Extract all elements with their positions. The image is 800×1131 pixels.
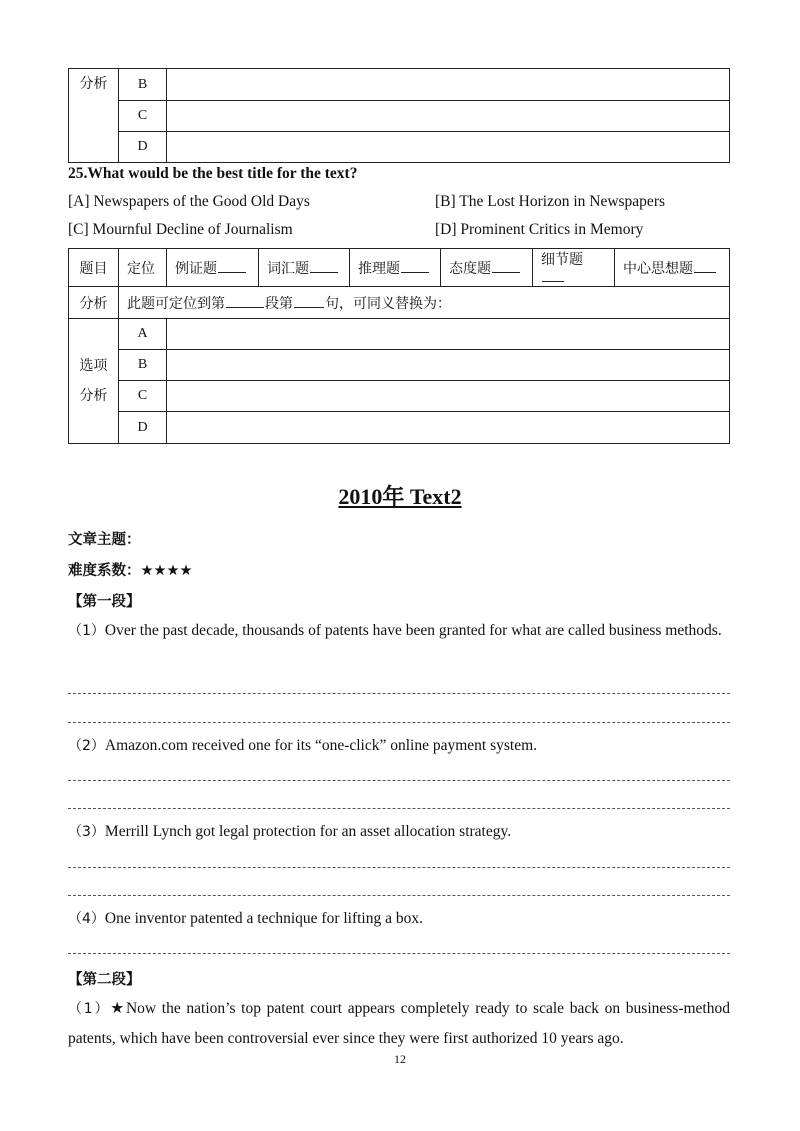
fill-blank[interactable] xyxy=(492,260,520,273)
translation-line[interactable] xyxy=(68,722,730,723)
option-letter: A xyxy=(119,319,167,350)
question-label: 题目 xyxy=(69,249,119,287)
page-number: 12 xyxy=(394,1052,406,1066)
type-cell-locate: 定位 xyxy=(119,249,167,287)
sentence-p1-3: （3）Merrill Lynch got legal protection for an asset allocation strategy. xyxy=(68,823,512,840)
locate-cell: 此题可定位到第 段第 句，可同义替换为： xyxy=(119,287,730,319)
answer-cell[interactable] xyxy=(167,132,730,163)
option-c: [C] Mournful Decline of Journalism xyxy=(68,221,293,238)
fill-blank[interactable] xyxy=(694,260,716,273)
type-cell-inference: 推理题 xyxy=(350,249,441,287)
analysis-label: 分析 xyxy=(69,287,119,319)
section-title: 2010年 Text2 xyxy=(338,484,462,509)
answer-cell[interactable] xyxy=(167,319,730,350)
answer-cell[interactable] xyxy=(167,381,730,412)
type-cell-attitude: 态度题 xyxy=(441,249,533,287)
option-letter: C xyxy=(119,381,167,412)
translation-line[interactable] xyxy=(68,867,730,868)
option-letter: C xyxy=(119,101,167,132)
translation-line[interactable] xyxy=(68,693,730,694)
q25-analysis-table xyxy=(68,248,730,444)
difficulty-row: 难度系数：★★★★ xyxy=(68,563,193,579)
option-d: [D] Prominent Critics in Memory xyxy=(435,221,644,238)
type-cell-main-idea: 中心思想题 xyxy=(615,249,730,287)
fill-blank[interactable] xyxy=(542,269,564,282)
sentence-p1-2: （2）Amazon.com received one for its “one-click” online payment system. xyxy=(68,737,538,754)
option-letter: D xyxy=(119,412,167,444)
analysis-label: 分析 xyxy=(69,69,119,163)
option-a: [A] Newspapers of the Good Old Days xyxy=(68,193,310,210)
translation-line[interactable] xyxy=(68,895,730,896)
top-analysis-table xyxy=(68,68,730,163)
translation-line[interactable] xyxy=(68,808,730,809)
type-cell-example: 例证题 xyxy=(167,249,259,287)
para1-label: 【第一段】 xyxy=(68,594,141,610)
fill-blank[interactable] xyxy=(401,260,429,273)
type-cell-detail: 细节题 xyxy=(533,249,615,287)
fill-blank[interactable] xyxy=(310,260,338,273)
option-analysis-label: 选项 分析 xyxy=(69,319,119,444)
sentence-blank[interactable] xyxy=(294,295,324,308)
sentence-p2-1: （1）★Now the nation’s top patent court appears completely ready to scale back on business-method patents, which have been controversial ever since they were first authorized 10 years ago. xyxy=(68,1000,730,1047)
answer-cell[interactable] xyxy=(167,412,730,444)
option-letter: D xyxy=(119,132,167,163)
paragraph-blank[interactable] xyxy=(226,295,264,308)
type-cell-vocab: 词汇题 xyxy=(259,249,350,287)
sentence-p1-4: （4）One inventor patented a technique for lifting a box. xyxy=(68,910,423,927)
difficulty-stars: ★★★★ xyxy=(140,563,193,579)
sentence-p1-1: （1）Over the past decade, thousands of patents have been granted for what are called business methods. xyxy=(68,622,722,639)
option-b: [B] The Lost Horizon in Newspapers xyxy=(435,193,666,210)
option-letter: B xyxy=(119,69,167,101)
fill-blank[interactable] xyxy=(218,260,246,273)
answer-cell[interactable] xyxy=(167,101,730,132)
answer-cell[interactable] xyxy=(167,69,730,101)
question-title: 25.What would be the best title for the text? xyxy=(68,165,358,182)
theme-label: 文章主题： xyxy=(68,532,141,548)
answer-cell[interactable] xyxy=(167,350,730,381)
option-letter: B xyxy=(119,350,167,381)
para2-label: 【第二段】 xyxy=(68,972,141,988)
translation-line[interactable] xyxy=(68,953,730,954)
translation-line[interactable] xyxy=(68,780,730,781)
